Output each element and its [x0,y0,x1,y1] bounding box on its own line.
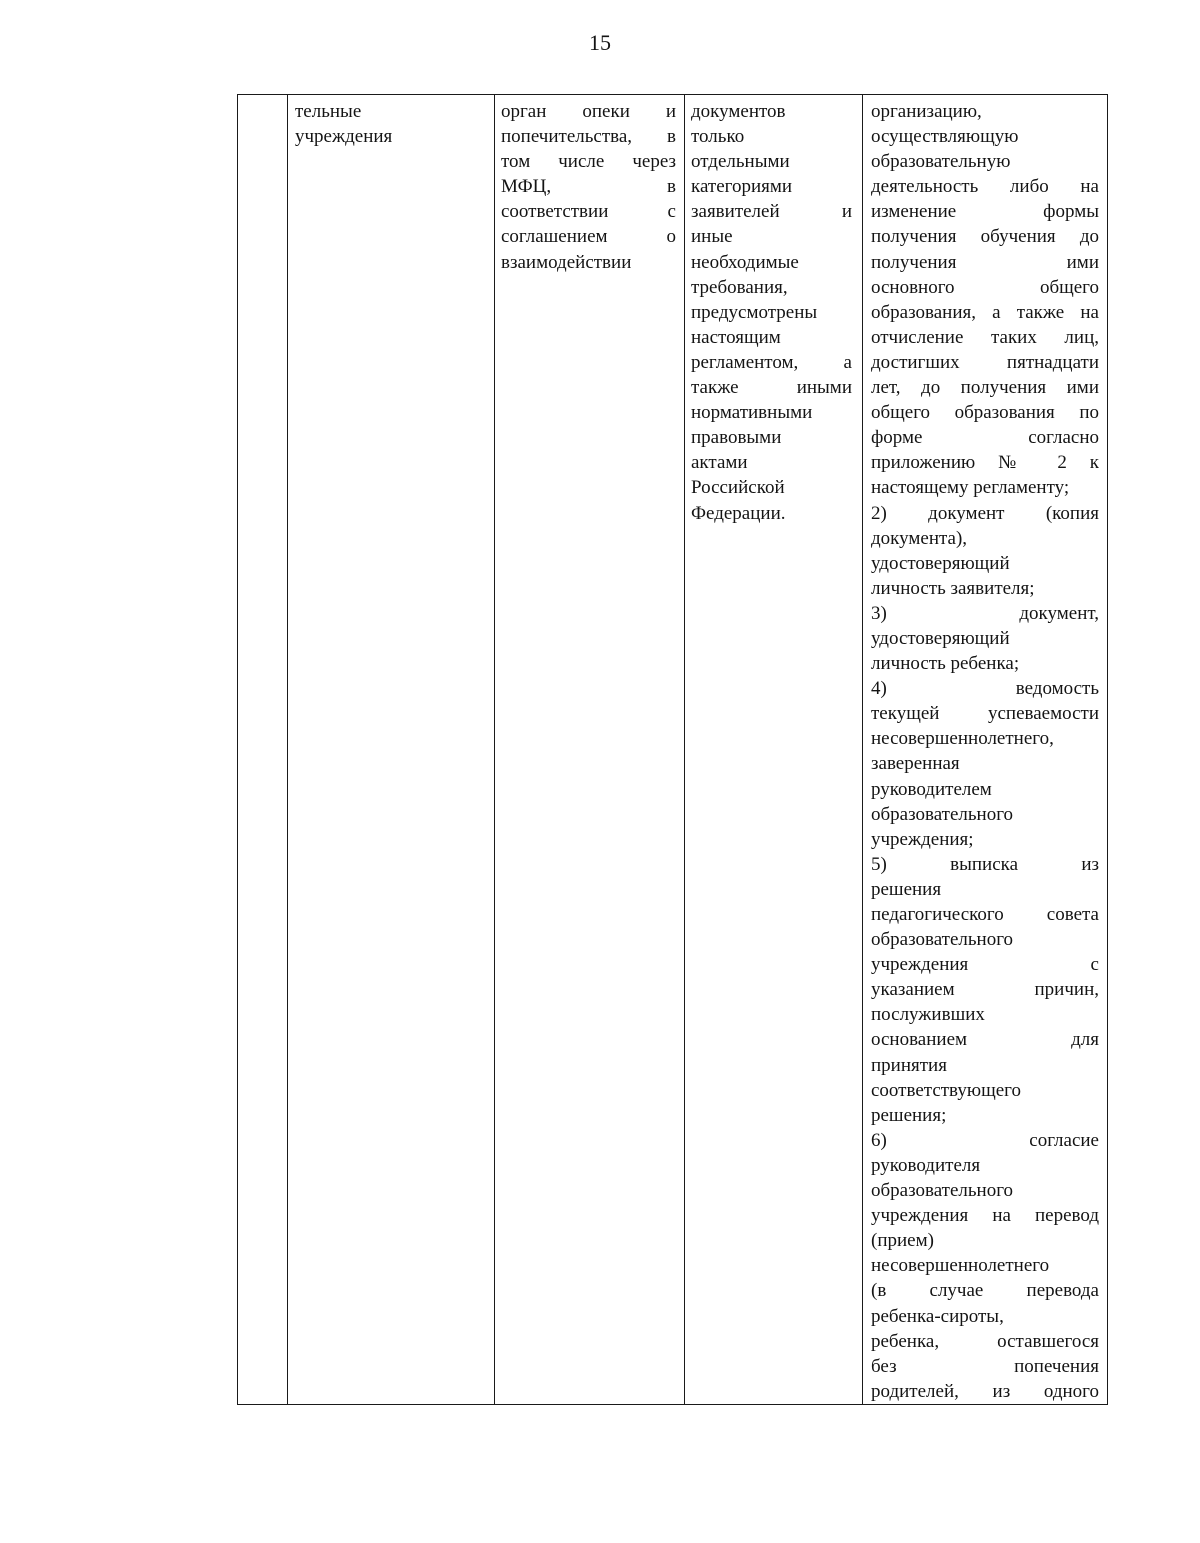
text-line: достигших пятнадцати [871,351,1099,373]
text-line: учреждения; [871,828,974,850]
text-line: принятия [871,1054,947,1076]
text-line: документа), [871,527,968,549]
text-line: учреждения с [871,954,1099,976]
text-line: руководителя [871,1154,981,1176]
text-line: осуществляющую [871,126,1019,148]
text-line: Федерации. [691,502,786,524]
text-line: образовательного [871,929,1014,951]
text-line: 3) документ, [871,602,1099,624]
page-number: 15 [589,30,611,55]
text-line: документов [691,101,786,122]
text-line: заявителей и [691,201,852,223]
text-line: решения [871,878,942,900]
text-line: иные [691,226,733,248]
text-line: том числе через [501,151,676,173]
text-line: получения ими [871,251,1099,273]
text-line: тельные [295,101,362,122]
table-cell-requirements [685,95,863,1405]
text-line: 6) согласие [871,1129,1099,1151]
text-line: основного общего [871,276,1099,298]
text-line: общего образования по [871,402,1099,424]
text-line: МФЦ, в [501,176,676,198]
text-line: родителей, из одного [871,1380,1099,1402]
text-line: только [691,126,745,148]
text-line: (в случае перевода [871,1280,1099,1302]
text-line: соответствии с [501,201,676,223]
text-line: решения; [871,1104,947,1126]
text-line: образования, а также на [871,301,1099,323]
text-line: Российской [691,477,785,499]
cell-text-column-4 [685,99,862,526]
text-line: предусмотрены [691,301,818,323]
text-line: 2) документ (копия [871,502,1099,524]
text-line: отчисление таких лиц, [871,326,1099,348]
text-line: правовыми [691,427,782,449]
text-line: организацию, [871,101,982,122]
text-line: учреждения на перевод [871,1205,1099,1227]
cell-text-column-2 [288,99,494,149]
text-line: текущей успеваемости [871,703,1099,725]
text-line: несовершеннолетнего [871,1255,1050,1277]
text-line: форме согласно [871,427,1099,449]
text-line: необходимые [691,251,799,273]
text-line: учреждения [295,126,393,148]
text-line: заверенная [871,753,960,775]
text-line: ребенка, оставшегося [871,1330,1099,1352]
text-line: удостоверяющий [871,552,1010,574]
text-line: личность заявителя; [871,577,1035,599]
text-line: орган опеки и [501,101,676,122]
text-line: деятельность либо на [871,176,1099,198]
text-line: нормативными [691,402,813,424]
text-line: соглашением о [501,226,676,248]
text-line: руководителем [871,778,992,800]
text-line: актами [691,452,748,474]
text-line: приложению № 2 к [871,452,1099,474]
text-line: попечительства, в [501,126,676,148]
table-cell-documents [863,95,1108,1405]
text-line: отдельными [691,151,790,173]
text-line: получения обучения до [871,226,1099,248]
text-line: образовательного [871,803,1014,825]
text-line: послуживших [871,1004,985,1026]
text-line: соответствующего [871,1079,1021,1101]
text-line: педагогического совета [871,904,1099,925]
text-line: несовершеннолетнего, [871,728,1054,750]
text-line: образовательного [871,1180,1014,1202]
cell-text-column-5 [863,99,1107,1404]
text-line: удостоверяющий [871,627,1010,649]
text-line: личность ребенка; [871,653,1020,675]
table-row [238,95,1108,1405]
document-table [237,94,1108,1405]
table-cell-institutions [288,95,495,1405]
text-line: настоящему регламенту; [871,477,1070,499]
text-line: указанием причин, [871,979,1099,1001]
text-line: взаимодействии [501,251,632,273]
text-line: без попечения [871,1355,1099,1377]
text-line: 4) ведомость [871,678,1099,700]
text-line: также иными [691,377,852,399]
text-line: лет, до получения ими [871,377,1099,399]
text-line: изменение формы [871,201,1099,223]
text-line: категориями [691,176,793,198]
cell-text-column-3 [495,99,684,275]
table-cell-authority [495,95,685,1405]
text-line: образовательную [871,151,1011,173]
text-line: 5) выписка из [871,853,1099,875]
table-cell-number [238,95,288,1405]
text-line: регламентом, а [691,351,852,373]
text-line: требования, [691,276,788,298]
text-line: ребенка-сироты, [871,1305,1004,1327]
text-line: (прием) [871,1230,934,1252]
text-line: основанием для [871,1029,1099,1051]
text-line: настоящим [691,326,781,348]
